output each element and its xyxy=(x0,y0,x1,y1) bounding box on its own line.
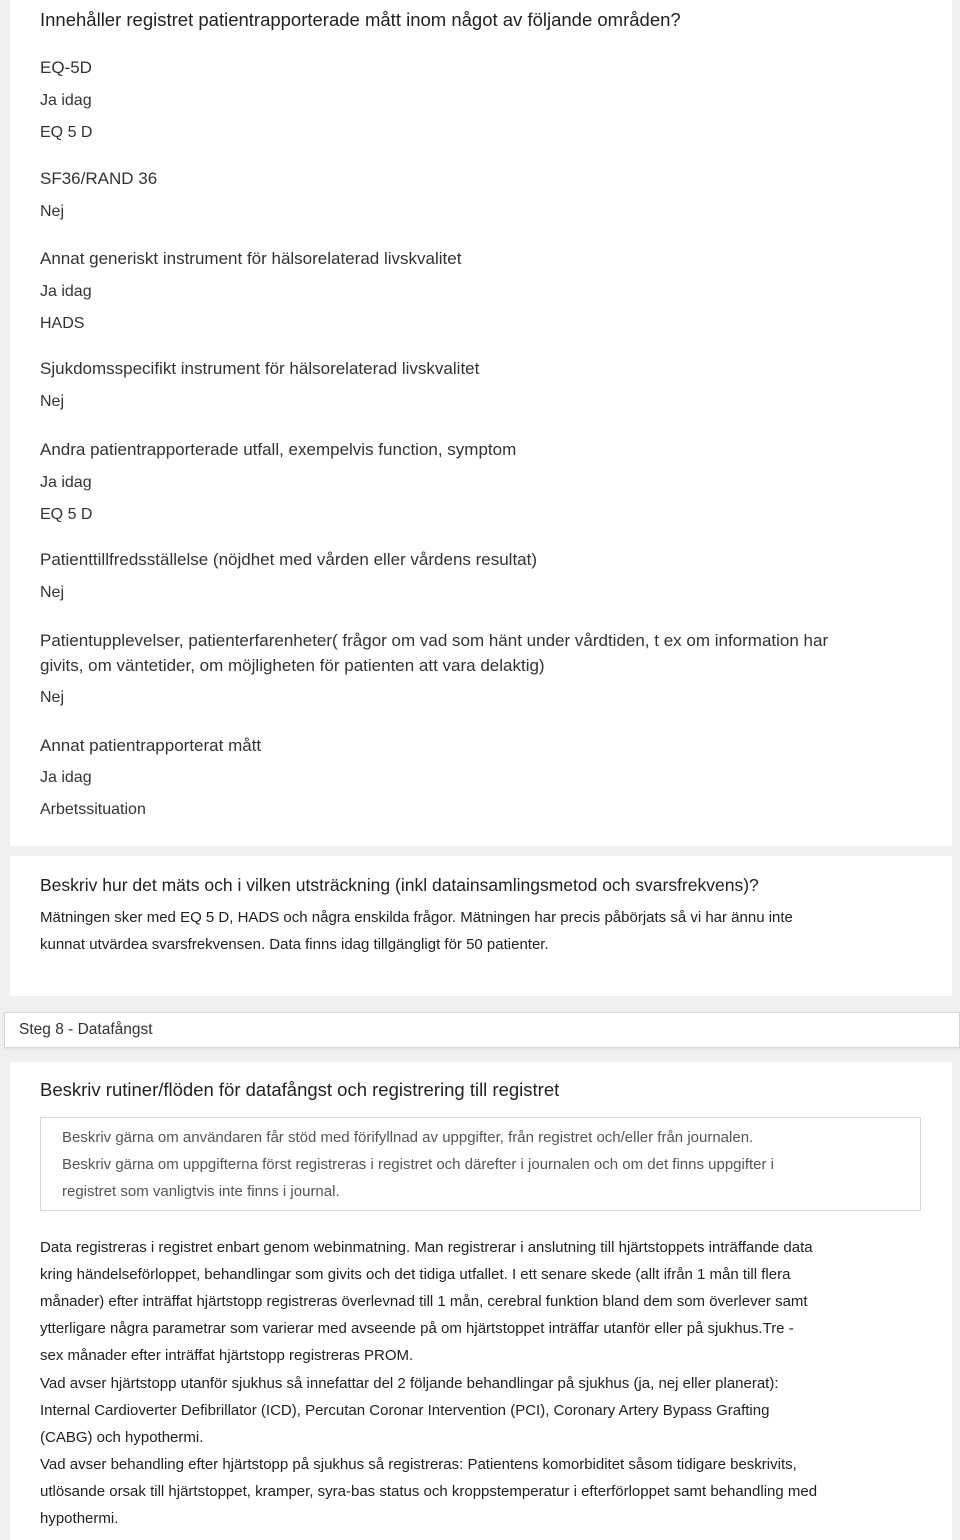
item-detail: EQ 5 D xyxy=(40,124,93,141)
step-answer-line: hypothermi. xyxy=(40,1510,119,1527)
describe-answer-line: Mätningen sker med EQ 5 D, HADS och några enskilda frågor. Mätningen har precis påbörjats så vi har ännu inte xyxy=(40,909,793,926)
step-question: Beskriv rutiner/flöden för datafångst och registrering till registret xyxy=(40,1079,560,1100)
step-answer-line: månader) efter inträffat hjärtstopp registreras överlevnad till 1 mån, cerebral funktion bland dem som överlever samt xyxy=(40,1293,808,1310)
describe-question: Beskriv hur det mäts och i vilken utsträckning (inkl datainsamlingsmetod och svarsfrekvens)? xyxy=(40,875,759,895)
step-answer-line: Vad avser hjärtstopp utanför sjukhus så innefattar del 2 följande behandlingar på sjukhus (ja, nej eller planerat): xyxy=(40,1375,779,1392)
step-answer-line: Vad avser behandling efter hjärtstopp på sjukhus så registreras: Patientens komorbiditet såsom tidigare beskrivits, xyxy=(40,1456,797,1473)
item-answer: Ja idag xyxy=(40,769,92,786)
item-answer: Nej xyxy=(40,203,65,220)
item-label: Annat patientrapporterat mått xyxy=(40,736,262,755)
item-label: Andra patientrapporterade utfall, exempelvis function, symptom xyxy=(40,440,517,459)
step-answer-line: (CABG) och hypothermi. xyxy=(40,1429,204,1446)
item-answer: Ja idag xyxy=(40,283,92,300)
survey-question: Innehåller registret patientrapporterade mått inom något av följande områden? xyxy=(40,9,681,30)
step-answer-line: sex månader efter inträffat hjärtstopp registreras PROM. xyxy=(40,1347,414,1364)
item-answer: Ja idag xyxy=(40,92,92,109)
item-answer: Nej xyxy=(40,689,65,706)
item-detail: EQ 5 D xyxy=(40,506,93,523)
item-label: EQ-5D xyxy=(40,58,92,77)
item-label: givits, om väntetider, om möjligheten för patienten att vara delaktig) xyxy=(40,656,545,675)
survey-card xyxy=(10,0,952,846)
item-label: Annat generiskt instrument för hälsorelaterad livskvalitet xyxy=(40,249,462,268)
step-answer-line: Internal Cardioverter Defibrillator (ICD), Percutan Coronar Intervention (PCI), Coronary Artery Bypass Grafting xyxy=(40,1402,770,1419)
item-label: Patientupplevelser, patienterfarenheter( frågor om vad som hänt under vårdtiden, t ex om information har xyxy=(40,631,829,650)
describe-answer-line: kunnat utvärdea svarsfrekvensen. Data finns idag tillgängligt för 50 patienter. xyxy=(40,936,549,953)
item-label: Patienttillfredsställelse (nöjdhet med vården eller vårdens resultat) xyxy=(40,550,538,569)
item-answer: Nej xyxy=(40,584,65,601)
hint-line: registret som vanligtvis inte finns i journal. xyxy=(62,1183,340,1200)
hint-line: Beskriv gärna om användaren får stöd med förifyllnad av uppgifter, från registret och/eller från journalen. xyxy=(62,1129,754,1146)
step-answer-line: Data registreras i registret enbart genom webinmatning. Man registrerar i anslutning till hjärtstoppets inträffande data xyxy=(40,1239,813,1256)
item-label: Sjukdomsspecifikt instrument för hälsorelaterad livskvalitet xyxy=(40,359,480,378)
step-answer-line: ytterligare några parametrar som varierar med avseende på om hjärtstoppet inträffar utanför eller på sjukhus.Tre - xyxy=(40,1320,794,1337)
item-answer: Ja idag xyxy=(40,474,92,491)
step-answer-line: utlösande orsak till hjärtstoppet, kramper, syra-bas status och kroppstemperatur i efterförloppet samt behandling med xyxy=(40,1483,818,1500)
item-answer: Nej xyxy=(40,393,65,410)
step-answer-line: kring händelseförloppet, behandlingar som givits och det tidiga utfallet. I ett senare skede (allt ifrån 1 mån till flera xyxy=(40,1266,791,1283)
item-detail: HADS xyxy=(40,315,85,332)
step-label: Steg 8 - Datafångst xyxy=(19,1021,153,1038)
step-header xyxy=(4,1012,960,1048)
hint-line: Beskriv gärna om uppgifterna först registreras i registret och därefter i journalen och om det finns uppgifter i xyxy=(62,1156,775,1173)
hint-box xyxy=(40,1117,921,1211)
item-label: SF36/RAND 36 xyxy=(40,169,158,188)
item-detail: Arbetssituation xyxy=(40,801,146,818)
